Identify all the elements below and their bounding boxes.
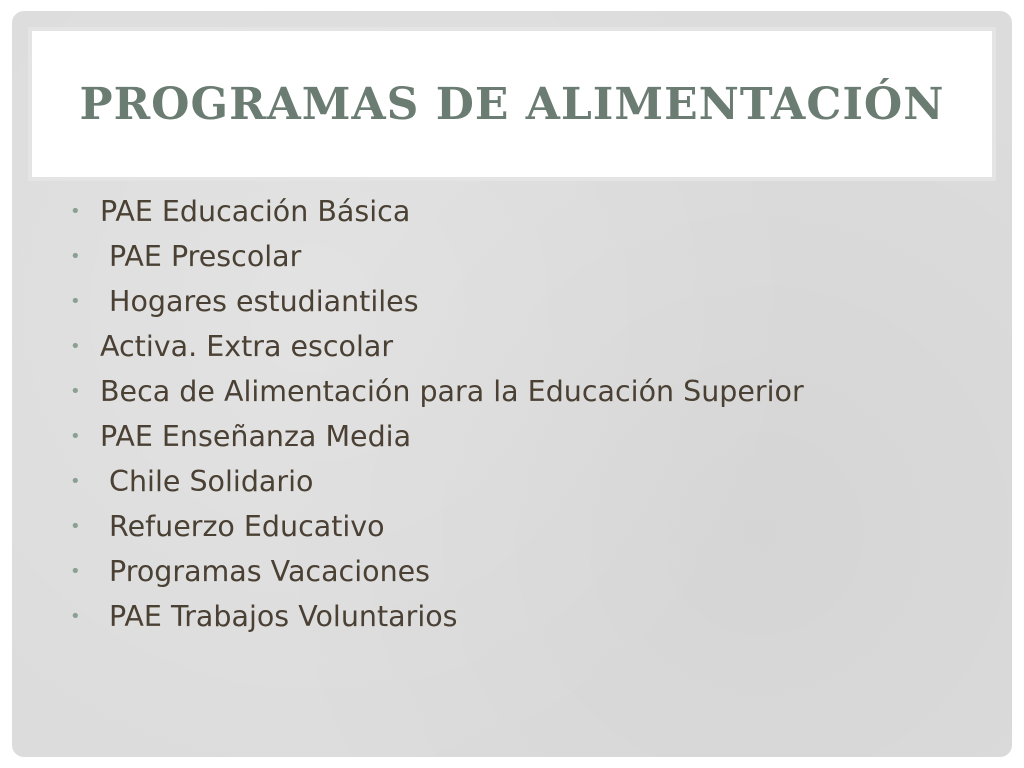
list-item [70, 195, 970, 240]
list-item [70, 510, 970, 555]
list-item-text: PAE Trabajos Voluntarios [100, 600, 458, 633]
list-item-text: PAE Educación Básica [100, 195, 411, 228]
bullet-icon: • [70, 246, 81, 267]
list-item-text: Hogares estudiantiles [100, 285, 419, 318]
list-item-text: PAE Enseñanza Media [100, 420, 412, 453]
list-item-text: Activa. Extra escolar [100, 330, 394, 363]
list-item [70, 420, 970, 465]
bullet-icon: • [70, 471, 81, 492]
list-item-text: Chile Solidario [100, 465, 314, 498]
list-item-text: Refuerzo Educativo [100, 510, 385, 543]
bullet-icon: • [70, 426, 81, 447]
list-item [70, 465, 970, 510]
list-item-text: PAE Prescolar [100, 240, 302, 273]
list-item [70, 600, 970, 645]
list-item [70, 240, 970, 285]
bullet-icon: • [70, 291, 81, 312]
bullet-icon: • [70, 381, 81, 402]
list-item [70, 375, 970, 420]
title-box [32, 31, 992, 177]
list-item [70, 555, 970, 600]
bullet-icon: • [70, 336, 81, 357]
list-item-text: Programas Vacaciones [100, 555, 431, 588]
list-item [70, 330, 970, 375]
list-item-text: Beca de Alimentación para la Educación Superior [100, 375, 804, 408]
bullet-icon: • [70, 516, 81, 537]
bullet-icon: • [70, 561, 81, 582]
slide-title: PROGRAMAS DE ALIMENTACIÓN [79, 78, 945, 130]
list-item [70, 285, 970, 330]
bullet-icon: • [70, 201, 81, 222]
bullet-icon: • [70, 606, 81, 627]
bullet-list [70, 195, 970, 645]
slide [12, 11, 1012, 757]
